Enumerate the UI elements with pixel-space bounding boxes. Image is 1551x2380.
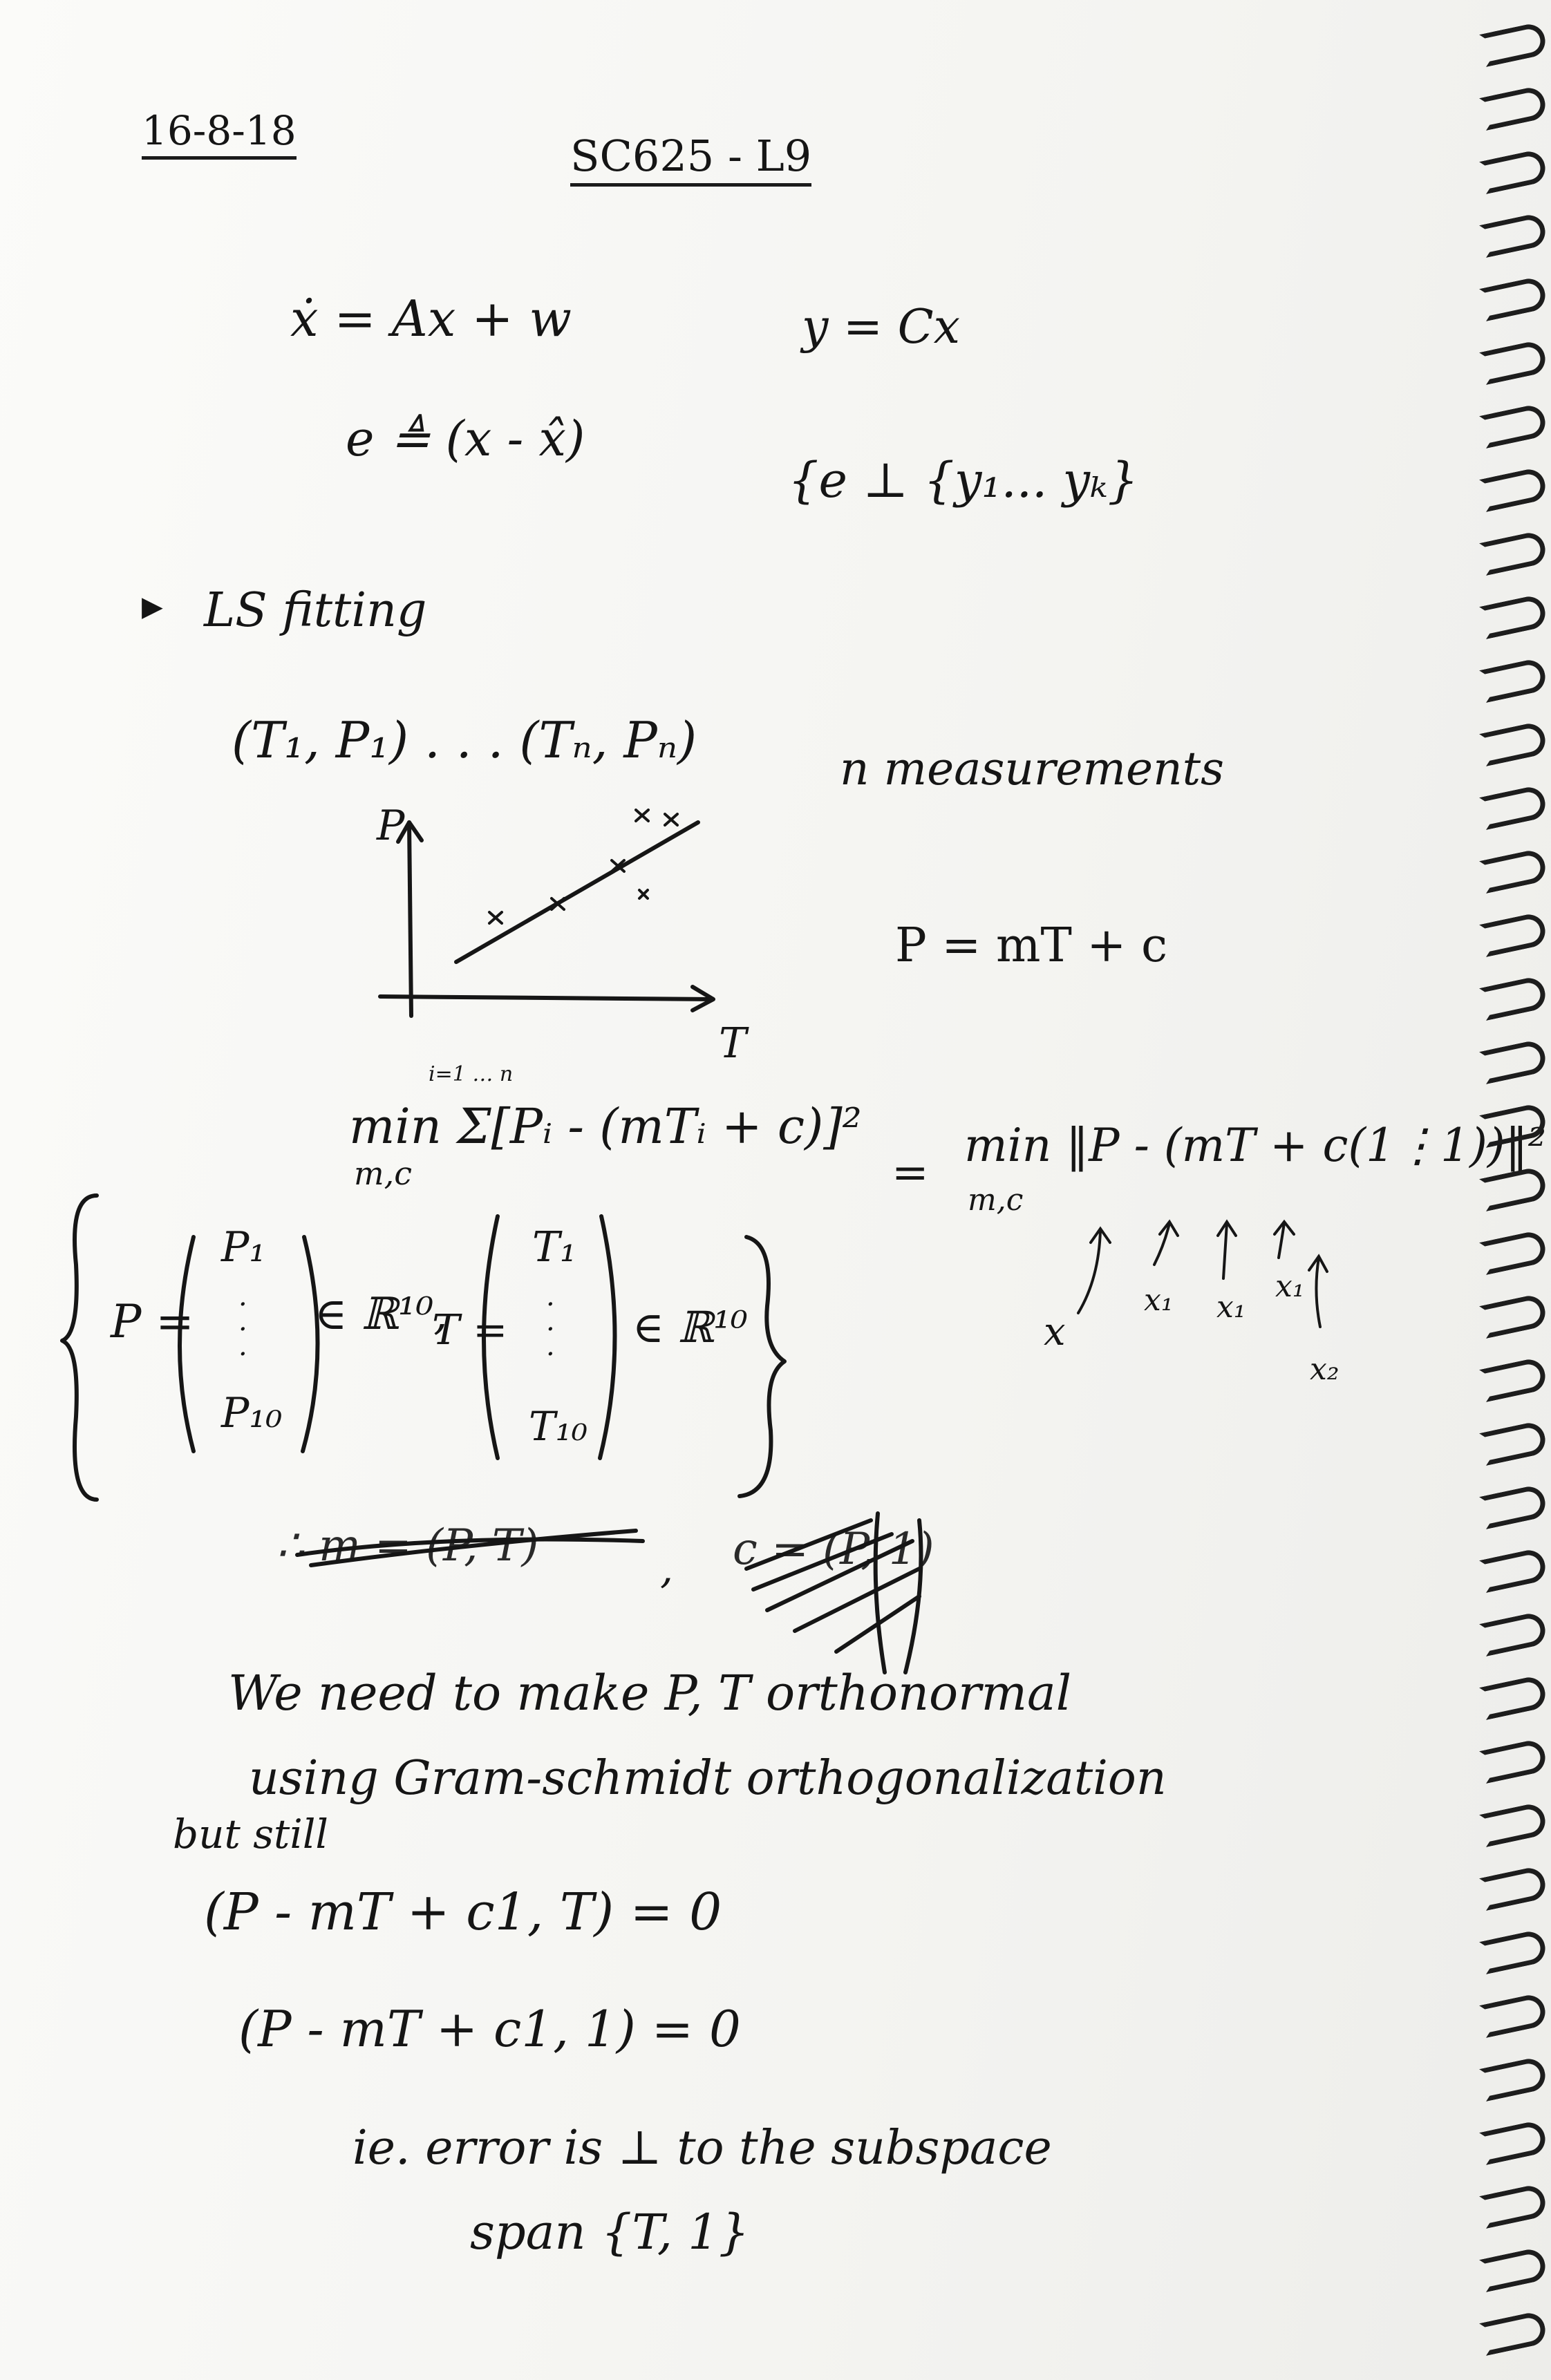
spiral-coil: [1479, 721, 1548, 766]
bullet-arrow: ▶: [142, 591, 163, 623]
sum-limits: i=1 … n: [429, 1062, 514, 1086]
t-vector-top: T₁: [532, 1223, 577, 1272]
spiral-coil: [1479, 594, 1548, 639]
min-norm-expression: min ‖P - (mT + c(1⋮1))‖²: [964, 1119, 1547, 1172]
spiral-coil: [1479, 1229, 1548, 1275]
spiral-coil: [1479, 21, 1548, 67]
scatter-sketch: [373, 809, 733, 1030]
struck-comma: ,: [660, 1545, 674, 1593]
label-x2: x₂: [1310, 1352, 1340, 1387]
note-line-2: using Gram-schmidt orthogonalization: [249, 1751, 1167, 1806]
data-points: [489, 810, 677, 923]
p-vector-top: P₁: [221, 1223, 266, 1272]
p-axis: [409, 822, 411, 1016]
axis-label-t: T: [719, 1019, 747, 1068]
date: 16-8-18: [142, 111, 297, 160]
spiral-coil: [1479, 1929, 1548, 1974]
line-equation: P = mT + c: [895, 918, 1168, 973]
axis-label-p: P: [377, 802, 405, 850]
spiral-coil: [1479, 2247, 1548, 2292]
inner-product-eq-2: (P - mT + c1, 1) = 0: [238, 2000, 741, 2058]
note-line-3: but still: [173, 1811, 328, 1858]
p-vector-dots: · · ·: [238, 1289, 247, 1370]
min-sum-subscript: m,c: [354, 1155, 413, 1192]
spiral-coil: [1479, 1420, 1548, 1466]
spiral-coil: [1479, 1293, 1548, 1339]
spiral-coil: [1479, 1674, 1548, 1720]
spiral-coil: [1479, 2119, 1548, 2165]
course-title: SC625 - L9: [570, 135, 811, 187]
t-vector-dots: · · ·: [546, 1289, 555, 1370]
measurements-note: n measurements: [840, 742, 1225, 795]
spiral-coil: [1479, 2056, 1548, 2102]
spiral-coil: [1479, 276, 1548, 321]
spiral-coil: [1479, 403, 1548, 448]
spiral-coil: [1479, 466, 1548, 512]
note-line-4: ie. error is ⊥ to the subspace: [352, 2121, 1052, 2175]
fit-line: [456, 822, 698, 962]
spiral-coil: [1479, 1547, 1548, 1593]
p-vector-label: P =: [111, 1295, 194, 1348]
spiral-coil: [1479, 149, 1548, 194]
spiral-coil: [1479, 657, 1548, 703]
label-x1-c: x₁: [1275, 1269, 1305, 1304]
spiral-coil: [1479, 339, 1548, 385]
ls-heading: LS fitting: [204, 583, 427, 638]
spiral-coil: [1479, 1865, 1548, 1911]
spiral-coil: [1479, 1357, 1548, 1402]
spiral-coil: [1479, 1166, 1548, 1211]
inner-product-eq-1: (P - mT + c1, T) = 0: [204, 1882, 722, 1942]
output-equation: y = Cx: [802, 300, 961, 355]
equals-sign: =: [892, 1147, 929, 1198]
p-vector-bottom: P₁₀: [221, 1389, 283, 1437]
label-x: x: [1044, 1310, 1066, 1354]
norm-arrows: [1023, 1202, 1410, 1354]
measurement-pairs: (T₁, P₁) . . . (Tₙ, Pₙ): [232, 711, 697, 769]
spiral-coil: [1479, 912, 1548, 957]
spiral-coil: [1479, 530, 1548, 576]
struck-text-1: ∴ m = (P, T): [276, 1520, 539, 1571]
spiral-coil: [1479, 1738, 1548, 1784]
spiral-coil: [1479, 85, 1548, 131]
spiral-coil: [1479, 784, 1548, 830]
t-vector-space: ∈ ℝ¹⁰: [632, 1302, 748, 1352]
strike-marks: [270, 1493, 1064, 1672]
error-definition: e ≜ (x - x̂): [346, 410, 585, 467]
spiral-coil: [1479, 212, 1548, 258]
spiral-coil: [1479, 1611, 1548, 1656]
spiral-coil: [1479, 848, 1548, 894]
label-x1-a: x₁: [1144, 1283, 1174, 1318]
struck-text-2: c = (P, 1): [733, 1524, 934, 1575]
spiral-coil: [1479, 2183, 1548, 2229]
spiral-coil: [1479, 1102, 1548, 1148]
spiral-coil: [1479, 1039, 1548, 1084]
min-sum-expression: min Σ[Pᵢ - (mTᵢ + c)]²: [349, 1098, 862, 1155]
note-line-1: We need to make P, T orthonormal: [228, 1665, 1072, 1721]
spiral-coil: [1479, 1992, 1548, 2038]
spiral-coil: [1479, 975, 1548, 1021]
spiral-coil: [1479, 2310, 1548, 2356]
orthogonality-condition: {e ⊥ {y₁... yₖ}: [788, 452, 1139, 509]
p-vector-space: ∈ ℝ¹⁰,: [314, 1289, 448, 1340]
spiral-coil: [1479, 1484, 1548, 1529]
t-vector-label: T =: [432, 1306, 508, 1354]
note-line-5: span {T, 1}: [470, 2204, 750, 2260]
spiral-coil: [1479, 1802, 1548, 1847]
t-axis: [380, 997, 712, 999]
state-equation: ẋ = Ax + w: [290, 290, 572, 348]
spiral-binding: [1475, 0, 1551, 2380]
min-norm-subscript: m,c: [968, 1182, 1024, 1218]
t-vector-bottom: T₁₀: [529, 1403, 588, 1450]
label-x1-b: x₁: [1216, 1290, 1246, 1325]
